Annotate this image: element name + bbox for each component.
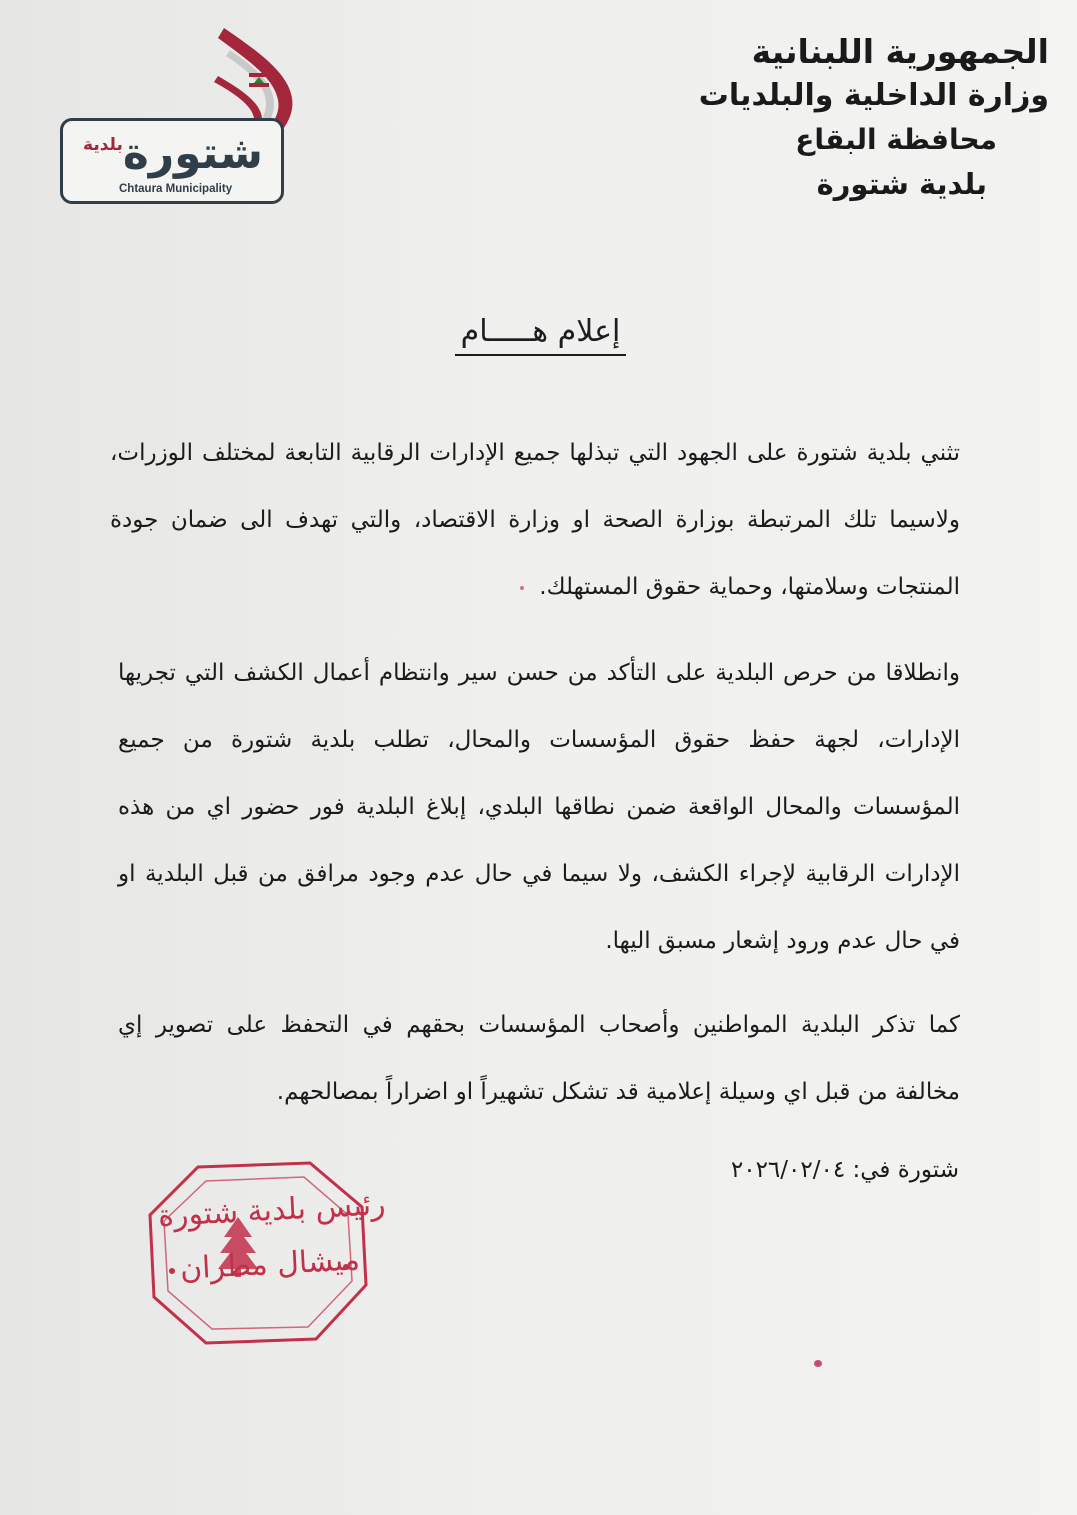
document-title <box>0 312 1077 356</box>
paragraph-1: تثني بلدية شتورة على الجهود التي تبذلها جميع الإدارات الرقابية التابعة لمختلف الوزرات، ولاسيما تلك المرتبطة بوزارة الصحة او وزارة الاقتصاد، والتي تهدف الى ضمان جودة المنتجات وسلامتها، وحماية حقوق المستهلك. <box>110 440 960 600</box>
signature-title: رئيس بلدية شتورة <box>157 1187 387 1234</box>
logo-subtitle: Chtaura Municipality <box>119 183 233 195</box>
letterhead-governorate: محافظة البقاع <box>795 123 997 156</box>
paragraph-2: وانطلاقا من حرص البلدية على التأكد من حسن سير وانتظام أعمال الكشف التي تجريها الإدارات، لجهة حفظ حقوق المؤسسات والمحال، تطلب بلدية شتورة من جميع المؤسسات والمحال الواقعة ضمن نطاقها البلدي، إبلاغ البلدية فور حضور اي من هذه الإدارات الرقابية لإجراء الكشف، ولا سيما في حال عدم وجود مرافق من قبل البلدية او في حال عدم ورود إشعار مسبق اليها. <box>118 660 960 954</box>
letterhead-municipality: بلدية شتورة <box>816 167 987 201</box>
logo-wordmark: شتورة$^{بلدية}$ <box>83 128 263 179</box>
official-stamp <box>140 1155 410 1355</box>
logo-badge <box>60 118 284 204</box>
paragraph-3: كما تذكر البلدية المواطنين وأصحاب المؤسسات بحقهم في التحفظ على تصوير إي مخالفة من قبل اي وسيلة إعلامية قد تشكل تشهيراً او اضراراً بمصالحهم. <box>118 1012 960 1105</box>
logo-small-text: بلدية <box>83 135 123 155</box>
letterhead <box>698 30 1049 206</box>
letterhead-republic: الجمهورية اللبنانية <box>751 32 1049 71</box>
signature-name: ميشال مطران <box>179 1242 361 1287</box>
document-title-text: إعلام هـــــام <box>455 312 627 356</box>
dateline: شتورة في: ٢٠٢٦/٠٢/٠٤ <box>730 1157 959 1183</box>
ink-speck <box>814 1360 822 1367</box>
letterhead-ministry: وزارة الداخلية والبلديات <box>698 78 1049 113</box>
municipality-logo <box>56 20 306 195</box>
ink-speck <box>520 586 524 590</box>
